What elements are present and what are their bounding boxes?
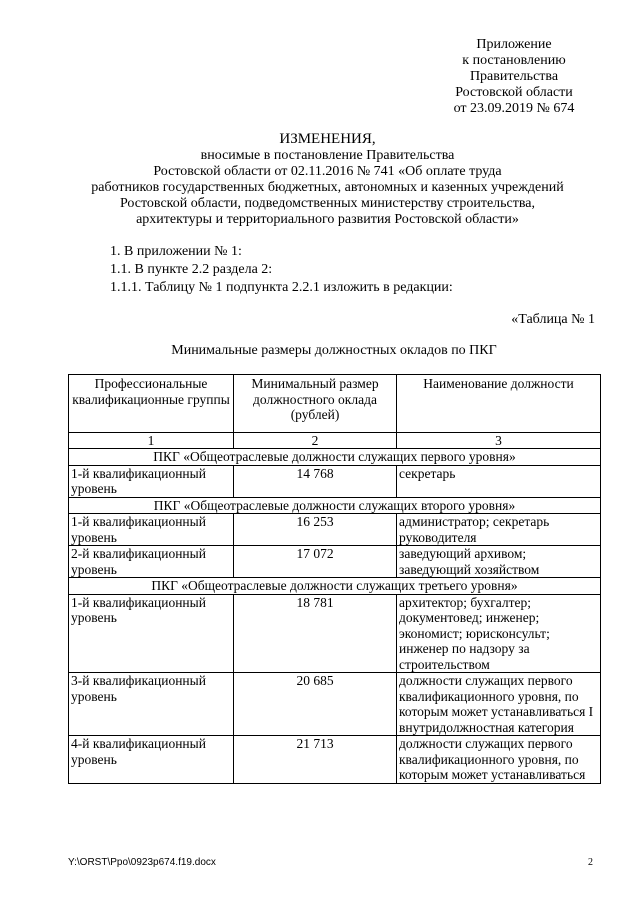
table-header-row: [69, 375, 601, 433]
positions-cell: секретарь: [397, 465, 601, 497]
title-line: вносимые в постановление Правительства: [200, 148, 455, 163]
table-row: [69, 465, 601, 497]
amendment-item: 1.1.1. Таблицу № 1 подпункта 2.2.1 изложить в редакции:: [110, 280, 453, 295]
amendment-item: 1. В приложении № 1:: [110, 244, 242, 259]
document-heading: ИЗМЕНЕНИЯ,: [279, 131, 376, 147]
column-number: 1: [69, 432, 234, 449]
amendment-item: 1.1. В пункте 2.2 раздела 2:: [110, 262, 273, 277]
appendix-block: [420, 37, 608, 117]
group-row: [69, 497, 601, 514]
table-row: [69, 594, 601, 673]
salary-cell: 14 768: [234, 465, 397, 497]
footer-file-path: Y:\ORST\Ppo\0923p674.f19.docx: [68, 857, 216, 868]
group-title: ПКГ «Общеотраслевые должности служащих второго уровня»: [69, 497, 601, 514]
amendment-items: [110, 244, 453, 298]
header-cell: Профессиональные квалификационные группы: [69, 375, 234, 433]
page-number: 2: [588, 857, 593, 868]
title-line: работников государственных бюджетных, автономных и казенных учреждений: [91, 180, 564, 195]
salary-cell: 21 713: [234, 736, 397, 784]
positions-cell: должности служащих первого квалификационного уровня, по которым может устанавливаться I внутридолжностная категория: [397, 673, 601, 736]
positions-cell: администратор; секретарь руководителя: [397, 514, 601, 546]
title-line: Ростовской области, подведомственных министерству строительства,: [119, 196, 536, 211]
appendix-line: Правительства: [469, 69, 559, 84]
table-row: [69, 673, 601, 736]
header-cell: Наименование должности: [397, 375, 601, 433]
positions-cell: должности служащих первого квалификационного уровня, по которым может устанавливаться: [397, 736, 601, 784]
appendix-line: Ростовской области: [455, 85, 573, 100]
level-cell: 3-й квалификационный уровень: [69, 673, 234, 736]
positions-cell: архитектор; бухгалтер; документовед; инженер; экономист; юрисконсульт; инженер по надзору за строительством: [397, 594, 601, 673]
level-cell: 4-й квалификационный уровень: [69, 736, 234, 784]
salary-cell: 16 253: [234, 514, 397, 546]
level-cell: 1-й квалификационный уровень: [69, 465, 234, 497]
positions-cell: заведующий архивом; заведующий хозяйством: [397, 546, 601, 578]
header-cell: Минимальный размер должностного оклада (рублей): [234, 375, 397, 433]
table-row: [69, 546, 601, 578]
table-row: [69, 736, 601, 784]
group-row: [69, 449, 601, 466]
column-number: 2: [234, 432, 397, 449]
column-number-row: [69, 432, 601, 449]
group-title: ПКГ «Общеотраслевые должности служащих третьего уровня»: [69, 578, 601, 595]
table-caption: Минимальные размеры должностных окладов по ПКГ: [171, 343, 497, 358]
appendix-line: к постановлению: [462, 53, 566, 68]
title-line: Ростовской области от 02.11.2016 № 741 «Об оплате труда: [153, 164, 502, 179]
title-block: [60, 130, 595, 228]
title-line: архитектуры и территориального развития Ростовской области»: [136, 212, 519, 227]
group-title: ПКГ «Общеотраслевые должности служащих первого уровня»: [69, 449, 601, 466]
salary-table: [68, 374, 601, 784]
group-row: [69, 578, 601, 595]
salary-cell: 20 685: [234, 673, 397, 736]
salary-cell: 17 072: [234, 546, 397, 578]
salary-cell: 18 781: [234, 594, 397, 673]
level-cell: 1-й квалификационный уровень: [69, 514, 234, 546]
appendix-line: Приложение: [476, 37, 552, 52]
appendix-line: от 23.09.2019 № 674: [453, 101, 575, 116]
table-row: [69, 514, 601, 546]
column-number: 3: [397, 432, 601, 449]
level-cell: 1-й квалификационный уровень: [69, 594, 234, 673]
level-cell: 2-й квалификационный уровень: [69, 546, 234, 578]
table-label: «Таблица № 1: [511, 312, 595, 327]
